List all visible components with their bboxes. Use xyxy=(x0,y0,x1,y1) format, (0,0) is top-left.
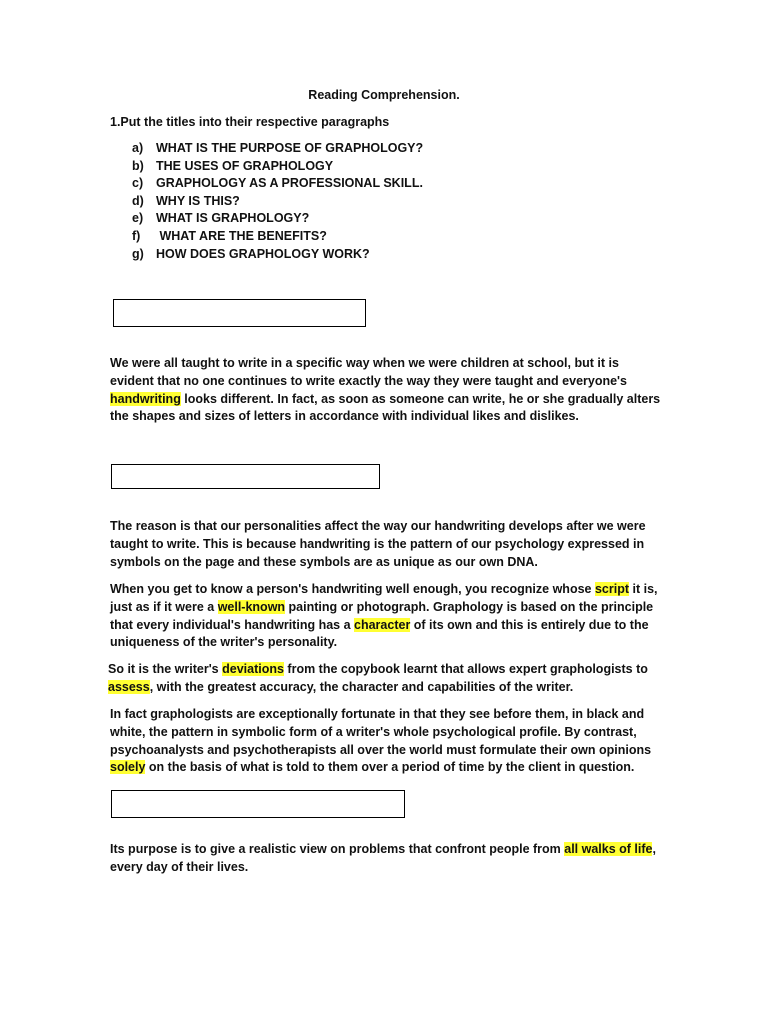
paragraph-3 xyxy=(110,581,665,652)
paragraph-text: of its own and this is entirely due to the uniqueness of the writer's personality. xyxy=(110,617,649,650)
paragraph-text: Its purpose is to give a realistic view on problems that confront people from xyxy=(110,842,565,856)
list-item xyxy=(132,210,423,228)
title-answer-box-1[interactable] xyxy=(113,299,366,327)
instruction-text: 1.Put the titles into their respective paragraphs xyxy=(110,115,390,129)
list-item xyxy=(132,140,423,158)
item-text: WHAT IS GRAPHOLOGY? xyxy=(156,211,310,226)
item-letter: c) xyxy=(132,176,144,191)
paragraph-text: We were all taught to write in a specific way when we were children at school, but it is evident that no one continues to write exactly the way they were taught and everyone's xyxy=(110,356,627,388)
paragraph-text: it is, just as if it were a xyxy=(110,582,658,614)
item-letter: e) xyxy=(132,211,144,226)
title-answer-box-2[interactable] xyxy=(111,464,380,489)
highlighted-word: handwriting xyxy=(110,391,181,406)
highlighted-word: script xyxy=(594,582,630,596)
highlighted-word: solely xyxy=(110,760,146,775)
item-text: THE USES OF GRAPHOLOGY xyxy=(156,158,334,173)
paragraph-text: When you get to know a person's handwriting well enough, you recognize whose xyxy=(110,582,595,596)
item-letter: f) xyxy=(132,228,141,243)
item-letter: g) xyxy=(132,246,144,261)
highlighted-word: assess xyxy=(108,679,150,694)
highlighted-word: deviations xyxy=(222,662,284,676)
highlighted-word: well-known xyxy=(217,599,286,614)
paragraph-text: on the basis of what is told to them over a period of time by the client in question. xyxy=(145,760,635,775)
paragraph-4 xyxy=(108,661,663,697)
list-item xyxy=(132,175,423,193)
paragraph-5 xyxy=(110,706,665,777)
page-title: Reading Comprehension. xyxy=(308,88,460,102)
paragraph-text: looks different. In fact, as soon as someone can write, he or she gradually alters the shapes and sizes of letters in accordance with individual likes and dislikes. xyxy=(110,391,661,424)
paragraph-text: , with the greatest accuracy, the character and capabilities of the writer. xyxy=(149,679,574,694)
item-text: WHAT ARE THE BENEFITS? xyxy=(156,228,327,243)
paragraph-6 xyxy=(110,841,665,877)
highlighted-word: all walks of life xyxy=(564,842,653,856)
paragraph-2 xyxy=(110,518,665,571)
item-text: WHY IS THIS? xyxy=(156,193,240,208)
paragraph-text: The reason is that our personalities affect the way our handwriting develops after we were taught to write. This is because handwriting is the pattern of our psychology expressed in symbols on the page and these symbols are as unique as our own DNA. xyxy=(110,519,646,569)
paragraph-text: , every day of their lives. xyxy=(110,842,656,874)
highlighted-word: character xyxy=(354,617,411,632)
titles-list xyxy=(132,140,423,263)
list-item xyxy=(132,158,423,176)
paragraph-text: In fact graphologists are exceptionally fortunate in that they see before them, in black and white, the pattern in symbolic form of a writer's whole psychological profile. By contrast, psychoanalysts and psychotherapists all over the world must formulate their own opinions xyxy=(110,707,652,757)
list-item xyxy=(132,246,423,264)
paragraph-text: So it is the writer's xyxy=(108,662,223,676)
item-letter: b) xyxy=(132,158,144,173)
list-item xyxy=(132,228,423,246)
item-text: HOW DOES GRAPHOLOGY WORK? xyxy=(156,246,370,261)
paragraph-1 xyxy=(110,355,665,426)
paragraph-text: painting or photograph. Graphology is based on the principle that every individual's handwriting has a xyxy=(110,599,654,632)
list-item xyxy=(132,193,423,211)
title-answer-box-3[interactable] xyxy=(111,790,405,818)
paragraph-text: from the copybook learnt that allows expert graphologists to xyxy=(283,662,648,676)
item-letter: a) xyxy=(132,141,144,155)
item-text: GRAPHOLOGY AS A PROFESSIONAL SKILL. xyxy=(156,176,423,191)
item-text: WHAT IS THE PURPOSE OF GRAPHOLOGY? xyxy=(156,141,424,155)
item-letter: d) xyxy=(132,193,144,208)
